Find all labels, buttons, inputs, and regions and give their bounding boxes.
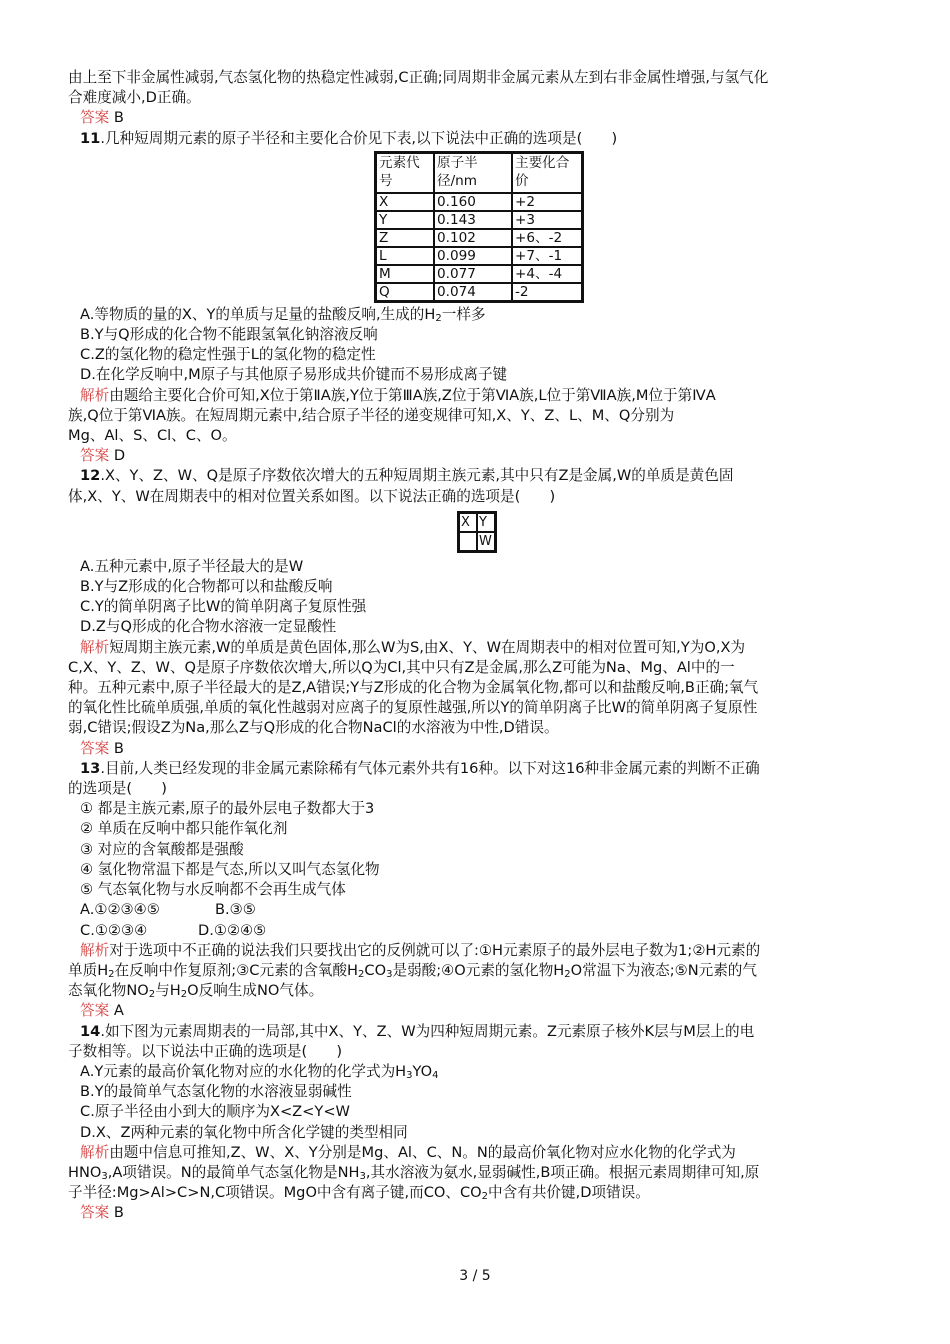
option-b: B.Y与Q形成的化合物不能跟氢氧化钠溶液反响 bbox=[80, 326, 378, 344]
text-line: 子半径:Mg>Al>C>N,C项错误。MgO中含有离子键,而CO、$CO_2$中含有共价键,D项错误。 bbox=[68, 1184, 650, 1203]
question-12-stem: 12.X、Y、Z、W、Q是原子序数依次增大的五种短周期主族元素,其中只有Z是金属,W的单质是黄色固 bbox=[80, 467, 734, 485]
option-a: A.五种元素中,原子半径最大的是W bbox=[80, 557, 304, 575]
text-line: $HNO_3,A$项错误。N的最简单气态氢化物是$NH_3$,其水溶液为氨水,显弱碱性,B项正确。根据元素周期律可知,原 bbox=[68, 1163, 760, 1182]
analysis-q12: 解析短周期主族元素,W的单质是黄色固体,那么W为S,由X、Y、W在周期表中的相对位置可知,Y为O,X为 bbox=[80, 638, 746, 656]
statement-2: ② 单质在反响中都只能作氧化剂 bbox=[80, 820, 288, 838]
analysis-q11: 解析由题给主要化合价可知,X位于第ⅡA族,Y位于第ⅢA族,Z位于第ⅥA族,L位于第ⅦA族,M位于第ⅣA bbox=[80, 386, 716, 404]
option-c: C.Z的氢化物的稳定性强于L的氢化物的稳定性 bbox=[80, 346, 376, 364]
answer-q10: 答案 B bbox=[80, 109, 124, 127]
text-line: 的氧化性比硫单质强,单质的氧化性越弱对应离子的复原性越强,所以Y的简单阴离子比W的简单阴离子复原性 bbox=[68, 699, 758, 717]
text-line: 态氧化物$NO_2$与$H_2O$反响生成NO气体。 bbox=[68, 982, 324, 1001]
table-header: 原子半径/nm bbox=[434, 152, 512, 193]
text-line: 单质$H_2$在反响中作复原剂;③C元素的含氧酸$H_2CO_3$是弱酸;④O元素的氢化物$H_2O$常温下为液态;⑤N元素的气 bbox=[68, 961, 757, 980]
table-row: Z 0.102 +6、-2 bbox=[376, 229, 583, 247]
option-b: B.Y与Z形成的化合物都可以和盐酸反响 bbox=[80, 578, 333, 596]
table-header: 主要化合价 bbox=[512, 152, 583, 193]
analysis-q13: 解析对于选项中不正确的说法我们只要找出它的反例就可以了:①H元素原子的最外层电子数为1;②H元素的 bbox=[80, 941, 761, 959]
analysis-q14: 解析由题中信息可推知,Z、W、X、Y分别是Mg、Al、C、N。N的最高价氧化物对应水化物的化学式为 bbox=[80, 1143, 736, 1161]
statement-5: ⑤ 气态氧化物与水反响都不会再生成气体 bbox=[80, 881, 346, 899]
statement-1: ① 都是主族元素,原子的最外层电子数都大于3 bbox=[80, 800, 375, 818]
question-13-stem: 13.目前,人类已经发现的非金属元素除稀有气体元素外共有16种。以下对这16种非金属元素的判断不正确 bbox=[80, 759, 760, 777]
text-line: Mg、Al、S、Cl、C、O。 bbox=[68, 427, 237, 445]
table-row: Q 0.074 -2 bbox=[376, 283, 583, 302]
text-line: 的选项是( ) bbox=[68, 780, 167, 798]
text-line: 族,Q位于第ⅥA族。在短周期元素中,结合原子半径的递变规律可知,X、Y、Z、L、M、Q分别为 bbox=[68, 406, 675, 424]
options-cd: C.①②③④ D.①②④⑤ bbox=[80, 921, 267, 939]
table-row: M 0.077 +4、-4 bbox=[376, 265, 583, 283]
text-line: 弱,C错误;假设Z为Na,那么Z与Q形成的化合物NaCl的水溶液为中性,D错误。 bbox=[68, 719, 559, 737]
answer-q12: 答案 B bbox=[80, 739, 124, 757]
answer-q14: 答案 B bbox=[80, 1204, 124, 1222]
question-14-stem: 14.如下图为元素周期表的一局部,其中X、Y、Z、W为四种短周期元素。Z元素原子核外K层与M层上的电 bbox=[80, 1022, 755, 1040]
element-table bbox=[374, 151, 584, 303]
answer-q13: 答案 A bbox=[80, 1002, 124, 1020]
document-body bbox=[68, 68, 888, 1224]
options-ab: A.①②③④⑤ B.③⑤ bbox=[80, 901, 256, 919]
question-11-stem: 11.几种短周期元素的原子半径和主要化合价见下表,以下说法中正确的选项是( ) bbox=[80, 129, 618, 147]
table-header: 元素代号 bbox=[376, 152, 435, 193]
text-line: 子数相等。以下说法中正确的选项是( ) bbox=[68, 1042, 343, 1060]
table-row: Y 0.143 +3 bbox=[376, 211, 583, 229]
statement-3: ③ 对应的含氧酸都是强酸 bbox=[80, 840, 244, 858]
option-c: C.原子半径由小到大的顺序为X<Z<Y<W bbox=[80, 1103, 350, 1121]
option-b: B.Y的最简单气态氢化物的水溶液显弱碱性 bbox=[80, 1083, 352, 1101]
option-a: A.等物质的量的X、Y的单质与足量的盐酸反响,生成的$H_2$一样多 bbox=[80, 305, 486, 324]
text-line: 体,X、Y、W在周期表中的相对位置关系如图。以下说法正确的选项是( ) bbox=[68, 487, 556, 505]
answer-q11: 答案 D bbox=[80, 447, 126, 465]
page-number: 3 / 5 bbox=[459, 1268, 491, 1284]
table-row: L 0.099 +7、-1 bbox=[376, 247, 583, 265]
text-line: 种。五种元素中,原子半径最大的是Z,A错误;Y与Z形成的化合物为金属氧化物,都可以和盐酸反响,B正确;氧气 bbox=[68, 679, 759, 697]
statement-4: ④ 氢化物常温下都是气态,所以又叫气态氢化物 bbox=[80, 860, 380, 878]
table-row: X 0.160 +2 bbox=[376, 193, 583, 211]
text-line: 合难度减小,D正确。 bbox=[68, 89, 201, 107]
option-d: D.在化学反响中,M原子与其他原子易形成共价键而不易形成离子键 bbox=[80, 366, 508, 384]
text-line: 由上至下非金属性减弱,气态氢化物的热稳定性减弱,C正确;同周期非金属元素从左到右非金属性增强,与氢气化 bbox=[68, 69, 769, 86]
option-a: A.Y元素的最高价氧化物对应的水化物的化学式为$H_3YO_4$ bbox=[80, 1062, 439, 1081]
text-line: C,X、Y、Z、W、Q是原子序数依次增大,所以Q为Cl,其中只有Z是金属,那么Z可能为Na、Mg、Al中的一 bbox=[68, 658, 735, 676]
option-d: D.Z与Q形成的化合物水溶液一定显酸性 bbox=[80, 618, 337, 636]
periodic-grid: X Y W bbox=[457, 511, 497, 553]
option-c: C.Y的简单阴离子比W的简单阴离子复原性强 bbox=[80, 598, 367, 616]
option-d: D.X、Z两种元素的氧化物中所含化学键的类型相同 bbox=[80, 1123, 408, 1141]
